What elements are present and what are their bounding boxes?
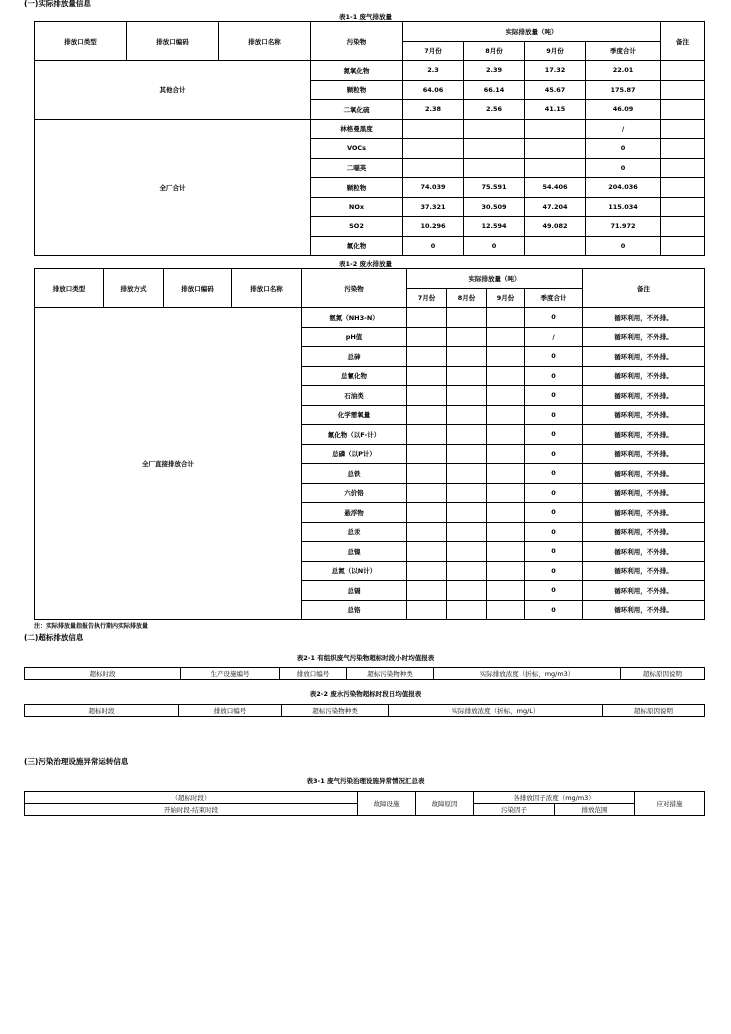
pollutant-cell: 氨氮（NH3-N） <box>302 308 407 328</box>
header-actual-concentration: 实际排放浓度（折标，mg/L） <box>389 705 603 717</box>
value-cell: 0 <box>525 522 583 542</box>
value-cell: 0 <box>525 386 583 406</box>
remark-cell: 循环利用，不外排。 <box>583 425 705 445</box>
pollutant-cell: 二氧化硫 <box>311 100 403 120</box>
remark-cell: 循环利用，不外排。 <box>583 464 705 484</box>
value-cell <box>407 503 447 523</box>
value-cell <box>447 581 487 601</box>
value-cell: 54.406 <box>525 178 586 198</box>
pollutant-cell: 总氰化物 <box>302 366 407 386</box>
value-cell <box>525 236 586 256</box>
value-cell <box>487 561 525 581</box>
value-cell: 47.204 <box>525 197 586 217</box>
value-cell: 0 <box>525 561 583 581</box>
value-cell <box>447 347 487 367</box>
value-cell <box>487 405 525 425</box>
value-cell: 0 <box>525 600 583 620</box>
value-cell: 12.594 <box>464 217 525 237</box>
value-cell <box>487 483 525 503</box>
value-cell <box>487 600 525 620</box>
header-outlet-type: 排放口类型 <box>35 22 127 61</box>
header-remark: 备注 <box>583 269 705 308</box>
value-cell: 0 <box>525 425 583 445</box>
value-cell <box>487 503 525 523</box>
header-outlet-type: 排放口类型 <box>35 269 104 308</box>
value-cell <box>407 483 447 503</box>
value-cell <box>447 366 487 386</box>
value-cell <box>407 600 447 620</box>
value-cell: 0 <box>525 483 583 503</box>
section-title-exceedance: (二)超标排放信息 <box>24 633 84 642</box>
value-cell <box>447 483 487 503</box>
value-cell: 0 <box>525 464 583 484</box>
value-cell: 46.09 <box>586 100 661 120</box>
abnormal-operation-table <box>24 791 705 816</box>
header-pollutant-type: 超标污染物种类 <box>347 668 434 680</box>
value-cell: 2.56 <box>464 100 525 120</box>
remark-cell <box>661 100 705 120</box>
remark-cell: 循环利用，不外排。 <box>583 561 705 581</box>
value-cell <box>487 327 525 347</box>
remark-cell: 循环利用，不外排。 <box>583 308 705 328</box>
value-cell <box>447 405 487 425</box>
wastewater-emission-table <box>34 268 705 620</box>
group-label: 全厂直接排放合计 <box>35 308 302 620</box>
value-cell <box>407 444 447 464</box>
value-cell: 0 <box>525 581 583 601</box>
pollutant-cell: 总铬 <box>302 600 407 620</box>
value-cell: 45.67 <box>525 80 586 100</box>
remark-cell: 循环利用，不外排。 <box>583 522 705 542</box>
value-cell <box>447 327 487 347</box>
value-cell <box>487 308 525 328</box>
remark-cell: 循环利用，不外排。 <box>583 327 705 347</box>
group-label: 其他合计 <box>35 61 311 120</box>
value-cell <box>487 464 525 484</box>
value-cell <box>447 503 487 523</box>
value-cell <box>525 158 586 178</box>
header-outlet-name: 排放口名称 <box>232 269 302 308</box>
value-cell: 41.15 <box>525 100 586 120</box>
exhaust-emission-table <box>34 21 705 256</box>
remark-cell: 循环利用，不外排。 <box>583 542 705 562</box>
header-exceedance-period: 超标时段 <box>25 705 179 717</box>
section-title-abnormal-operation: (三)污染治理设施异常运转信息 <box>24 757 129 766</box>
value-cell: 0 <box>525 542 583 562</box>
remark-cell <box>661 217 705 237</box>
value-cell: 0 <box>586 236 661 256</box>
value-cell: 0 <box>464 236 525 256</box>
value-cell <box>447 464 487 484</box>
pollutant-cell: 颗粒物 <box>311 80 403 100</box>
value-cell: 2.38 <box>403 100 464 120</box>
value-cell: 30.509 <box>464 197 525 217</box>
header-july: 7月份 <box>407 288 447 308</box>
value-cell <box>407 405 447 425</box>
value-cell <box>487 444 525 464</box>
remark-cell: 循环利用，不外排。 <box>583 386 705 406</box>
value-cell <box>447 308 487 328</box>
exhaust-exceedance-table <box>24 667 705 680</box>
pollutant-cell: SO2 <box>311 217 403 237</box>
value-cell <box>407 308 447 328</box>
pollutant-cell: 总汞 <box>302 522 407 542</box>
pollutant-cell: 六价铬 <box>302 483 407 503</box>
header-outlet-code: 排放口编码 <box>164 269 232 308</box>
value-cell <box>407 542 447 562</box>
wastewater-rows <box>35 308 705 620</box>
value-cell: 0 <box>525 366 583 386</box>
value-cell <box>447 561 487 581</box>
value-cell <box>407 347 447 367</box>
pollutant-cell: pH值 <box>302 327 407 347</box>
value-cell: 0 <box>525 308 583 328</box>
remark-cell <box>661 139 705 159</box>
value-cell: 0 <box>525 444 583 464</box>
pollutant-cell: 悬浮物 <box>302 503 407 523</box>
pollutant-cell: 氟化物 <box>311 236 403 256</box>
section-title-actual-emission: (一)实际排放量信息 <box>24 0 91 8</box>
table-3-1-caption: 表3-1 废气污染治理设施异常情况汇总表 <box>306 777 425 785</box>
remark-cell <box>661 61 705 81</box>
value-cell <box>403 119 464 139</box>
remark-cell: 循环利用，不外排。 <box>583 600 705 620</box>
group-label: 全厂合计 <box>35 119 311 256</box>
header-outlet-code: 排放口编号 <box>280 668 347 680</box>
value-cell <box>447 386 487 406</box>
header-actual-emission: 实际排放量（吨） <box>407 269 583 289</box>
header-september: 9月份 <box>525 41 586 61</box>
value-cell: 115.034 <box>586 197 661 217</box>
value-cell <box>525 119 586 139</box>
value-cell: 0 <box>525 347 583 367</box>
pollutant-cell: 总磷（以P计） <box>302 444 407 464</box>
header-july: 7月份 <box>403 41 464 61</box>
value-cell <box>487 581 525 601</box>
value-cell: 175.87 <box>586 80 661 100</box>
header-august: 8月份 <box>447 288 487 308</box>
value-cell <box>464 158 525 178</box>
value-cell: / <box>525 327 583 347</box>
header-outlet-code: 排放口编码 <box>127 22 219 61</box>
header-pollutant: 污染物 <box>311 22 403 61</box>
value-cell: 0 <box>586 139 661 159</box>
remark-cell: 循环利用，不外排。 <box>583 347 705 367</box>
remark-cell: 循环利用，不外排。 <box>583 366 705 386</box>
value-cell: 71.972 <box>586 217 661 237</box>
value-cell <box>407 561 447 581</box>
pollutant-cell: VOCs <box>311 139 403 159</box>
value-cell <box>407 464 447 484</box>
table-1-2-caption: 表1-2 废水排放量 <box>338 260 392 268</box>
header-countermeasure: 应对措施 <box>635 792 705 816</box>
remark-cell <box>661 119 705 139</box>
value-cell: 74.039 <box>403 178 464 198</box>
header-pollution-factor: 污染因子 <box>474 804 555 816</box>
header-start-end-period: 开始时段-结束时段 <box>25 804 358 816</box>
value-cell <box>407 366 447 386</box>
header-factor-concentration: 各排放因子浓度（mg/m3） <box>474 792 635 804</box>
value-cell <box>407 425 447 445</box>
header-fault-reason: 故障原因 <box>416 792 474 816</box>
header-faulty-facility: 故障设施 <box>358 792 416 816</box>
value-cell <box>403 139 464 159</box>
value-cell <box>447 542 487 562</box>
table-1-1-caption: 表1-1 废气排放量 <box>338 13 392 21</box>
value-cell <box>447 600 487 620</box>
value-cell: 0 <box>403 236 464 256</box>
value-cell <box>407 581 447 601</box>
pollutant-cell: 二噁英 <box>311 158 403 178</box>
header-exceedance-reason: 超标原因说明 <box>621 668 705 680</box>
value-cell <box>447 444 487 464</box>
value-cell <box>407 522 447 542</box>
value-cell: 49.082 <box>525 217 586 237</box>
value-cell: 10.296 <box>403 217 464 237</box>
value-cell <box>464 119 525 139</box>
table-note: 注：实际排放量指报告执行期内实际排放量 <box>34 623 149 630</box>
table-row <box>35 61 705 81</box>
value-cell: 0 <box>525 405 583 425</box>
header-august: 8月份 <box>464 41 525 61</box>
remark-cell <box>661 80 705 100</box>
value-cell: 2.39 <box>464 61 525 81</box>
pollutant-cell: 氟化物（以F-计） <box>302 425 407 445</box>
value-cell: 22.01 <box>586 61 661 81</box>
value-cell: / <box>586 119 661 139</box>
header-facility-code: 生产设施编号 <box>181 668 280 680</box>
pollutant-cell: 氮氧化物 <box>311 61 403 81</box>
header-outlet-code: 排放口编号 <box>179 705 282 717</box>
remark-cell <box>661 236 705 256</box>
remark-cell <box>661 197 705 217</box>
pollutant-cell: 化学需氧量 <box>302 405 407 425</box>
remark-cell: 循环利用，不外排。 <box>583 405 705 425</box>
pollutant-cell: 总氮（以N计） <box>302 561 407 581</box>
value-cell <box>525 139 586 159</box>
remark-cell: 循环利用，不外排。 <box>583 483 705 503</box>
pollutant-cell: 总镍 <box>302 542 407 562</box>
header-actual-emission: 实际排放量（吨） <box>403 22 661 42</box>
header-exceedance-reason: 超标原因说明 <box>603 705 705 717</box>
header-september: 9月份 <box>487 288 525 308</box>
header-quarter-total: 季度合计 <box>586 41 661 61</box>
remark-cell <box>661 178 705 198</box>
value-cell <box>487 522 525 542</box>
pollutant-cell: 总砷 <box>302 347 407 367</box>
value-cell: 204.036 <box>586 178 661 198</box>
value-cell <box>447 425 487 445</box>
value-cell: 0 <box>525 503 583 523</box>
table-row <box>35 308 705 328</box>
value-cell <box>407 386 447 406</box>
value-cell <box>487 366 525 386</box>
remark-cell <box>661 158 705 178</box>
value-cell <box>407 327 447 347</box>
pollutant-cell: 颗粒物 <box>311 178 403 198</box>
header-outlet-name: 排放口名称 <box>219 22 311 61</box>
value-cell <box>487 425 525 445</box>
header-actual-concentration: 实际排放浓度（折标，mg/m3） <box>434 668 621 680</box>
pollutant-cell: 总镉 <box>302 581 407 601</box>
pollutant-cell: NOx <box>311 197 403 217</box>
value-cell: 75.591 <box>464 178 525 198</box>
table-row <box>35 119 705 139</box>
value-cell: 0 <box>586 158 661 178</box>
value-cell: 37.321 <box>403 197 464 217</box>
value-cell <box>403 158 464 178</box>
value-cell: 17.32 <box>525 61 586 81</box>
wastewater-exceedance-table <box>24 704 705 717</box>
header-discharge-method: 排放方式 <box>104 269 164 308</box>
remark-cell: 循环利用，不外排。 <box>583 581 705 601</box>
pollutant-cell: 林格曼黑度 <box>311 119 403 139</box>
pollutant-cell: 石油类 <box>302 386 407 406</box>
value-cell <box>487 347 525 367</box>
value-cell <box>464 139 525 159</box>
value-cell: 66.14 <box>464 80 525 100</box>
table-2-2-caption: 表2-2 废水污染物超标时段日均值报表 <box>309 690 422 698</box>
value-cell: 64.06 <box>403 80 464 100</box>
value-cell <box>447 522 487 542</box>
table-2-1-caption: 表2-1 有组织废气污染物超标时段小时均值报表 <box>296 654 435 662</box>
value-cell <box>487 542 525 562</box>
pollutant-cell: 总铁 <box>302 464 407 484</box>
header-pollutant-type: 超标污染物种类 <box>282 705 389 717</box>
header-exceedance-period: （超标时段） <box>25 792 358 804</box>
remark-cell: 循环利用，不外排。 <box>583 444 705 464</box>
header-emission-range: 排放范围 <box>555 804 635 816</box>
remark-cell: 循环利用，不外排。 <box>583 503 705 523</box>
header-pollutant: 污染物 <box>302 269 407 308</box>
header-remark: 备注 <box>661 22 705 61</box>
value-cell: 2.3 <box>403 61 464 81</box>
value-cell <box>487 386 525 406</box>
header-quarter-total: 季度合计 <box>525 288 583 308</box>
header-exceedance-period: 超标时段 <box>25 668 181 680</box>
